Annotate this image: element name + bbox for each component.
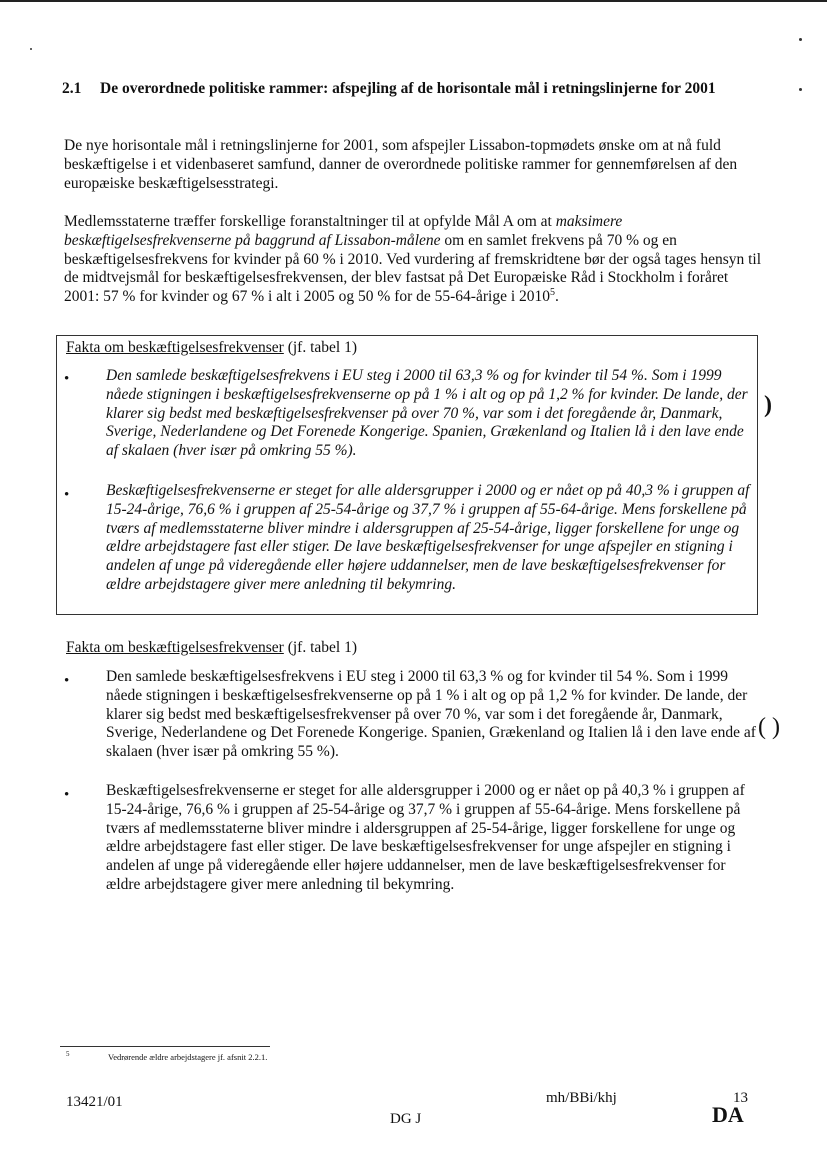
directorate: DG J: [390, 1111, 422, 1127]
scan-speck: [30, 48, 32, 50]
fact-box-heading-link[interactable]: Fakta om beskæftigelsesfrekvenser: [66, 339, 284, 356]
fact-box-bullet-1: Den samlede beskæftigelsesfrekvens i EU steg i 2000 til 63,3 % og for kvinder til 54 %. Som i 1999 nåede stigningen i beskæftigelsesfrekvenserne op på 1 % i alt og op på 1,2 % for kvinder. De lande, der klarer sig bedst med beskæftigelsesfrekvenser på over 70 %, var som i det foregående år, Danmark, Sverige, Nederlandene og Det Forenede Kongerige. Spanien, Grækenland og Italien lå i den lave ende af skalaen (hver især på omkring 55 %).: [106, 367, 748, 460]
bullet-icon: •: [64, 487, 70, 503]
footnote-marker: 5: [66, 1050, 70, 1058]
bullet-icon: •: [64, 673, 70, 689]
fact-box-bullet-2: Beskæftigelsesfrekvenserne er steget for alle aldersgrupper i 2000 og er nået op på 40,3 % i gruppen af 15-24-årige, 76,6 % i gruppen af 25-54-årige og 37,7 % i gruppen af 55-64-årige. Mens forskellene på tværs af medlemsstaterne bliver mindre i aldersgruppen af 25-54-årige, ligger forskellene for unge og ældre arbejdstagere fast eller stiger. De lave beskæftigelsesfrekvenser for unge afspejler en stigning i andelen af unge på videregående eller højere uddannelser, men de lave beskæftigelsesfrekvenser for ældre arbejdstagere giver mere anledning til bekymring.: [106, 482, 750, 593]
paragraph-text: om en samlet frekvens på 70 % og en beskæftigelsesfrekvens for kvinder på 60 % i 2010. Ved vurdering af fremskridtene bør der også tages hensyn til de midtvejsmål for beskæftigelsesfrekvensen, der blev fastsat på Det Europæiske Råd i Stockholm i foråret 2001: 57 % for kvinder og 67 % i alt i 2005 og 50 % for de 55-64-årige i 2010: [64, 231, 762, 306]
facts-bullet-2: Beskæftigelsesfrekvenserne er steget for alle aldersgrupper i 2000 og er nået op på 40,3 % i gruppen af 15-24-årige, 76,6 % i gruppen af 25-54-årige og 37,7 % i gruppen af 55-64-årige. Mens forskellene på tværs af medlemsstaterne bliver mindre i aldersgruppen af 25-54-årige, ligger forskellene for unge og ældre arbejdstagere fast eller stiger. De lave beskæftigelsesfrekvenser for unge afspejler en stigning i andelen af unge på videregående eller højere uddannelser, men de lave beskæftigelsesfrekvenser for ældre arbejdstagere giver mere anledning til bekymring.: [106, 782, 745, 893]
top-border-line: [0, 0, 827, 2]
paragraph-text: Medlemsstaterne træffer forskellige foranstaltninger til at opfylde Mål A om at: [64, 213, 556, 230]
footnote: [66, 1052, 267, 1063]
language-code: DA: [712, 1102, 744, 1127]
document-number: 13421/01: [66, 1094, 123, 1110]
paragraph-intro: De nye horisontale mål i retningslinjerne for 2001, som afspejler Lissabon-topmødets ønske om at nå fuld beskæftigelse i et videnbaseret samfund, danner de overordnede politiske rammer for gennemførelsen af den europæiske beskæftigelsesstrategi.: [64, 137, 738, 192]
margin-parenthesis-mark: ): [764, 392, 772, 418]
bullet-icon: •: [64, 787, 70, 803]
paragraph-member-states: [64, 213, 764, 307]
author-initials: mh/BBi/khj: [546, 1090, 617, 1106]
footnote-text: Vedrørende ældre arbejdstagere jf. afsnit 2.2.1.: [108, 1052, 268, 1062]
section-heading: [62, 79, 762, 98]
page-number: 13: [733, 1090, 748, 1106]
margin-parenthesis-mark: ( ): [758, 714, 780, 740]
scan-speck: [799, 38, 802, 41]
paragraph-italic-text: maksimere beskæftigelsesfrekvenserne på baggrund af Lissabon-målene: [64, 213, 623, 249]
scan-speck: [799, 88, 802, 91]
fact-box-heading-rest: (jf. tabel 1): [283, 339, 357, 356]
facts-bullet-1: Den samlede beskæftigelsesfrekvens i EU steg i 2000 til 63,3 % og for kvinder til 54 %. Som i 1999 nåede stigningen i beskæftigelsesfrekvenserne op på 1 % i alt og op på 1,2 % for kvinder. De lande, der klarer sig bedst med beskæftigelsesfrekvenser på over 70 %, var som i det foregående år, Danmark, Sverige, Nederlandene og Det Forenede Kongerige. Spanien, Grækenland og Italien lå i den lave ende af skalaen (hver især på omkring 55 %).: [106, 668, 756, 761]
section-title: De overordnede politiske rammer: afspejling af de horisontale mål i retningslinjerne for 2001: [100, 80, 716, 97]
footnote-separator: [60, 1046, 270, 1047]
facts-heading-rest: (jf. tabel 1): [283, 639, 357, 656]
section-number: 2.1: [62, 80, 82, 97]
bullet-icon: •: [64, 371, 70, 387]
facts-heading: [66, 639, 357, 658]
paragraph-text: .: [555, 288, 559, 306]
footnote-reference[interactable]: 5: [550, 287, 556, 299]
fact-box-heading: [66, 339, 357, 358]
facts-heading-link[interactable]: Fakta om beskæftigelsesfrekvenser: [66, 639, 284, 656]
